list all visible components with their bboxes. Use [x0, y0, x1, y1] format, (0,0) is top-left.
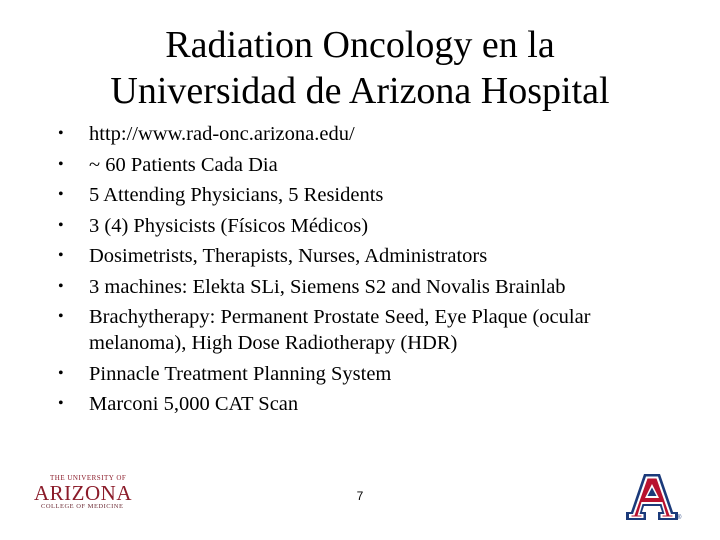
page-number: 7 — [356, 489, 364, 503]
slide-title-line-2: Universidad de Arizona Hospital — [110, 70, 610, 112]
bullet-icon: • — [58, 247, 64, 264]
slide-title-line-1: Radiation Oncology en la — [165, 24, 555, 66]
bullet-icon: • — [58, 155, 64, 173]
bullet-item — [58, 152, 678, 178]
bullet-item — [58, 243, 678, 269]
bullet-item — [58, 213, 678, 239]
arizona-a-logo-icon — [622, 470, 682, 522]
university-of-arizona-logo — [32, 470, 132, 516]
bullet-icon: • — [58, 364, 64, 382]
registered-mark: ® — [677, 515, 682, 521]
slide-title — [40, 22, 680, 114]
bullet-icon: • — [58, 395, 64, 412]
bullet-text: Dosimetrists, Therapists, Nurses, Administrators — [89, 245, 488, 267]
bullet-text: Marconi 5,000 CAT Scan — [89, 393, 299, 415]
bullet-icon: • — [58, 216, 64, 234]
bullet-text: Brachytherapy: Permanent Prostate Seed, Eye Plaque (ocular melanoma), High Dose Radiotherapy (HDR) — [89, 306, 591, 354]
bullet-text: 3 machines: Elekta SLi, Siemens S2 and Novalis Brainlab — [89, 275, 566, 298]
bullet-icon: • — [58, 308, 64, 325]
bullet-item — [58, 304, 678, 356]
logo-arizona-text: ARIZONA — [34, 481, 132, 505]
bullet-icon: • — [58, 277, 64, 295]
logo-college-text: COLLEGE OF MEDICINE — [41, 503, 124, 510]
bullet-item — [58, 182, 678, 208]
bullet-icon: • — [58, 125, 64, 142]
bullet-text: http://www.rad-onc.arizona.edu/ — [89, 123, 355, 145]
logo-university-text: THE UNIVERSITY OF — [50, 474, 127, 482]
bullet-text: 5 Attending Physicians, 5 Residents — [89, 184, 384, 206]
bullet-text: 3 (4) Physicists (Físicos Médicos) — [89, 214, 369, 237]
bullet-item — [58, 361, 678, 387]
bullet-icon: • — [58, 186, 64, 203]
bullet-item — [58, 391, 678, 417]
bullet-text: Pinnacle Treatment Planning System — [89, 362, 392, 385]
bullet-list — [58, 121, 678, 422]
bullet-text: ~ 60 Patients Cada Dia — [89, 153, 278, 176]
bullet-item — [58, 121, 678, 147]
bullet-item — [58, 274, 678, 300]
